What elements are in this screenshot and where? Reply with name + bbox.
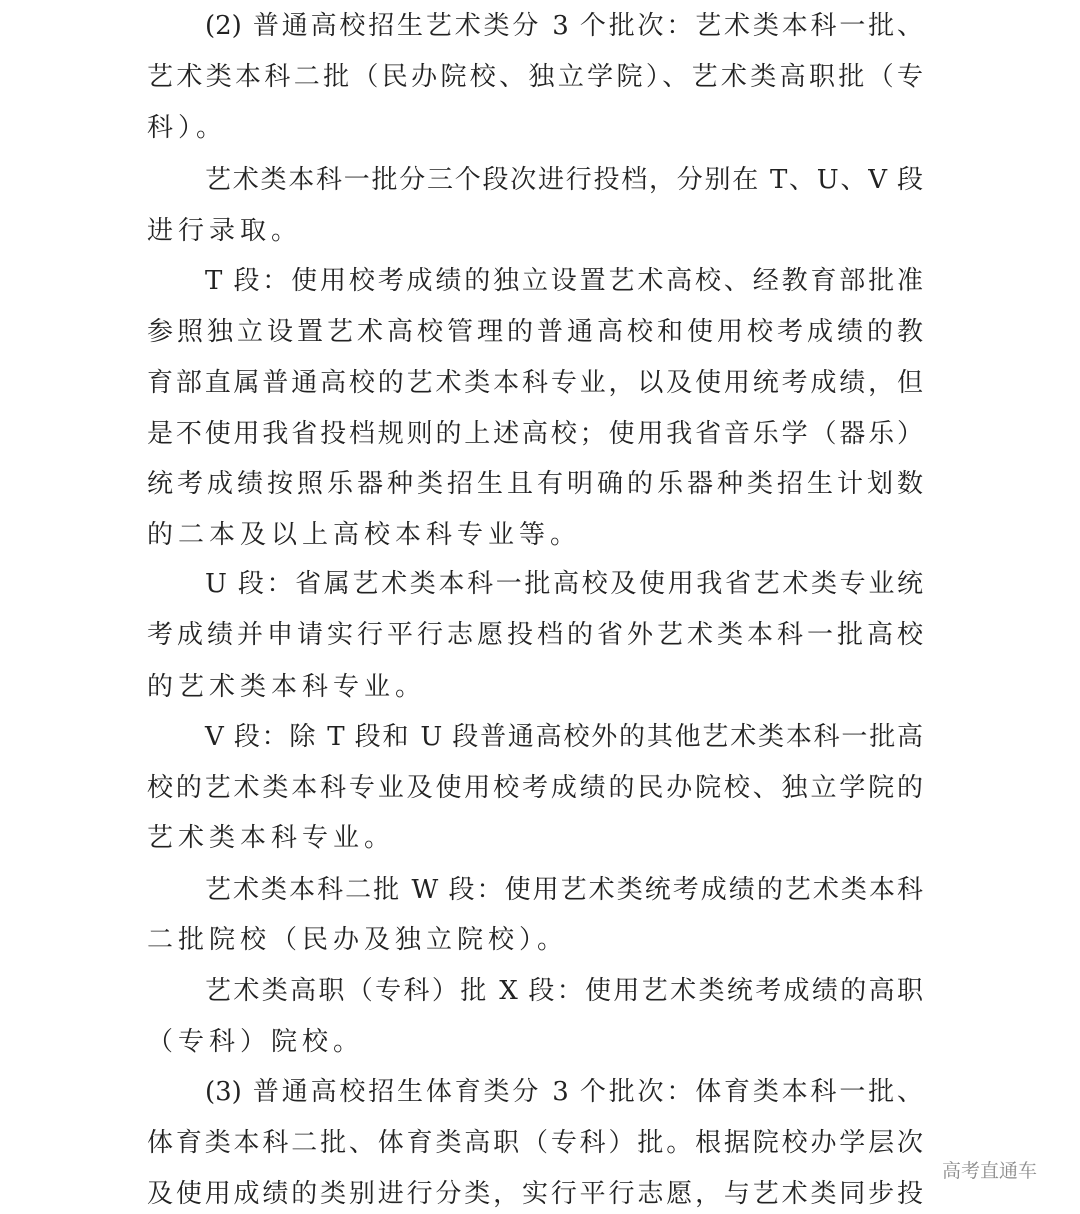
- t-segment-line-3: 育部直属普通高校的艺术类本科专业，以及使用统考成绩，但: [147, 368, 923, 398]
- paragraph-2-line-3: 科）。: [147, 113, 228, 143]
- t-segment-line-1: T 段：使用校考成绩的独立设置艺术高校、经教育部批准: [205, 266, 923, 296]
- x-segment-line-1: 艺术类高职（专科）批 X 段：使用艺术类统考成绩的高职: [205, 976, 923, 1006]
- paragraph-3-line-3: 及使用成绩的类别进行分类，实行平行志愿，与艺术类同步投: [147, 1179, 923, 1209]
- w-segment-line-2: 二批院校（民办及独立院校）。: [147, 925, 569, 955]
- tuv-overview-line-1: 艺术类本科一批分三个段次进行投档，分别在 T、U、V 段: [205, 165, 923, 195]
- paragraph-3-line-1: (3) 普通高校招生体育类分 3 个批次：体育类本科一批、: [205, 1077, 923, 1107]
- u-segment-line-1: U 段：省属艺术类本科一批高校及使用我省艺术类专业统: [205, 569, 923, 599]
- paragraph-2-line-1: (2) 普通高校招生艺术类分 3 个批次：艺术类本科一批、: [205, 11, 923, 41]
- t-segment-line-2: 参照独立设置艺术高校管理的普通高校和使用校考成绩的教: [147, 317, 923, 347]
- t-segment-line-4: 是不使用我省投档规则的上述高校；使用我省音乐学（器乐）: [147, 419, 923, 449]
- t-segment-line-6: 的二本及以上高校本科专业等。: [147, 520, 582, 550]
- paragraph-3-line-2: 体育类本科二批、体育类高职（专科）批。根据院校办学层次: [147, 1128, 923, 1158]
- u-segment-line-3: 的艺术类本科专业。: [147, 672, 427, 702]
- watermark-label: 高考直通车: [942, 1160, 1038, 1182]
- v-segment-line-2: 校的艺术类本科专业及使用校考成绩的民办院校、独立学院的: [147, 773, 923, 803]
- v-segment-line-1: V 段：除 T 段和 U 段普通高校外的其他艺术类本科一批高: [205, 722, 923, 752]
- u-segment-line-2: 考成绩并申请实行平行志愿投档的省外艺术类本科一批高校: [147, 620, 923, 650]
- tuv-overview-line-2: 进行录取。: [147, 216, 303, 246]
- w-segment-line-1: 艺术类本科二批 W 段：使用艺术类统考成绩的艺术类本科: [205, 875, 923, 905]
- paragraph-2-line-2: 艺术类本科二批（民办院校、独立学院）、艺术类高职批（专: [147, 62, 923, 92]
- x-segment-line-2: （专科）院校。: [147, 1027, 365, 1057]
- v-segment-line-3: 艺术类本科专业。: [147, 823, 396, 853]
- t-segment-line-5: 统考成绩按照乐器种类招生且有明确的乐器种类招生计划数: [147, 469, 923, 499]
